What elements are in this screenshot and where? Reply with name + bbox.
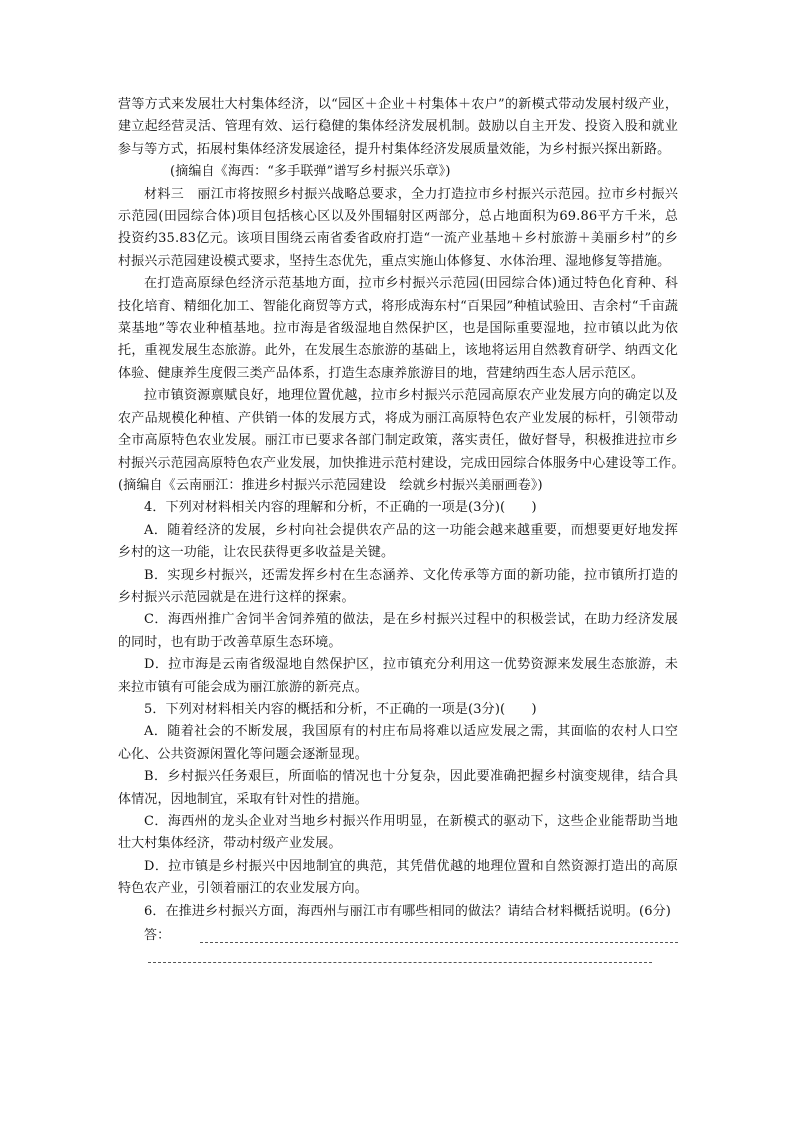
question-5-option-d: D．拉市镇是乡村振兴中因地制宜的典范，其凭借优越的地理位置和自然资源打造出的高原特色农产业，引领着丽江的农业发展方向。 [118,858,678,897]
question-4-option-d: D．拉市海是云南省级湿地自然保护区，拉市镇充分利用这一优势资源来发展生态旅游，未来拉市镇有可能会成为丽江旅游的新亮点。 [118,657,678,695]
question-5-option-b: B．乡村振兴任务艰巨，所面临的情况也十分复杂，因此要准确把握乡村演变规律，结合具体情况，因地制宜，采取有针对性的措施。 [118,769,678,807]
text-column [118,94,705,963]
question-5-option-a: A．随着社会的不断发展，我国原有的村庄布局将难以适应发展之需，其面临的农村人口空心化、公共资源闲置化等问题会逐渐显现。 [118,724,678,762]
answer-area[interactable] [118,925,678,947]
paragraph-continued: 营等方式来发展壮大村集体经济，以“园区＋企业＋村集体＋农户”的新模式带动发展村级产业，建立起经营灵活、管理有效、运行稳健的集体经济发展机制。鼓励以自主开发、投资入股和就业参与等方式，拓展村集体经济发展途径，提升村集体经济发展质量效能，为乡村振兴探出新路。 [118,97,678,157]
paragraph-lashi-resources: 拉市镇资源禀赋良好，地理位置优越，拉市乡村振兴示范园高原农产业发展方向的确定以及农产品规模化种植、产供销一体的发展方式，将成为丽江高原特色农产业发展的标杆，引领带动全市高原特色农业发展。丽江市已要求各部门制定政策，落实责任，做好督导，积极推进拉市乡村振兴示范园高原特色农产业发展，加快推进示范村建设，完成田园综合体服务中心建设等工作。 (摘编自《云南丽江：推进乡村振兴示范园建设 绘就乡村振兴美丽画卷》) [118,388,705,493]
answer-line-1[interactable] [200,928,678,943]
question-5-option-c: C．海西州的龙头企业对当地乡村振兴作用明显，在新模式的驱动下，这些企业能帮助当地壮大村集体经济，带动村级产业发展。 [118,814,678,852]
question-4-option-c: C．海西州推广舍饲半舍饲养殖的做法，是在乡村振兴过程中的积极尝试，在助力经济发展的同时，也有助于改善草原生态环境。 [118,612,678,650]
paragraph-material-3: 材料三 丽江市将按照乡村振兴战略总要求，全力打造拉市乡村振兴示范园。拉市乡村振兴示范园(田园综合体)项目包括核心区以及外围辐射区两部分，总占地面积为69.86平方千米，总投资约35.83亿元。该项目围绕云南省委省政府打造“一流产业基地＋乡村旅游＋美丽乡村”的乡村振兴示范园建设模式要求，坚持生态优先，重点实施山体修复、水体治理、湿地修复等措施。 [118,186,678,269]
question-6-stem: 6．在推进乡村振兴方面，海西州与丽江市有哪些相同的做法？请结合材料概括说明。(6分) [144,903,671,919]
question-4-option-a: A．随着经济的发展，乡村向社会提供农产品的这一功能会越来越重要，而想要更好地发挥乡村的这一功能，让农民获得更多收益是关键。 [118,522,678,561]
answer-line-2[interactable] [148,961,652,963]
question-4-stem: 4．下列对材料相关内容的理解和分析，不正确的一项是(3分)( ) [144,500,537,516]
answer-label: 答： [144,928,171,944]
question-5-stem: 5．下列对材料相关内容的概括和分析，不正确的一项是(3分)( ) [144,701,537,717]
question-4-option-b: B．实现乡村振兴，还需发挥乡村在生态涵养、文化传承等方面的新功能，拉市镇所打造的乡村振兴示范园就是在进行这样的探索。 [118,567,678,605]
paragraph-green-economy: 在打造高原绿色经济示范基地方面，拉市乡村振兴示范园(田园综合体)通过特色化育种、科技化培育、精细化加工、智能化商贸等方式，将形成海东村“百果园”种植试验田、吉余村“千亩蔬菜基地”等农业种植基地。拉市海是省级湿地自然保护区，也是国际重要湿地，拉市镇以此为依托，重视发展生态旅游。此外，在发展生态旅游的基础上，该地将运用自然教育研学、纳西文化体验、健康养生度假三类产品体系，打造生态康养旅游目的地，营建纳西生态人居示范区。 [118,276,678,381]
source-citation-1: (摘编自《海西：“多手联弹”谱写乡村振兴乐章》) [170,164,451,180]
